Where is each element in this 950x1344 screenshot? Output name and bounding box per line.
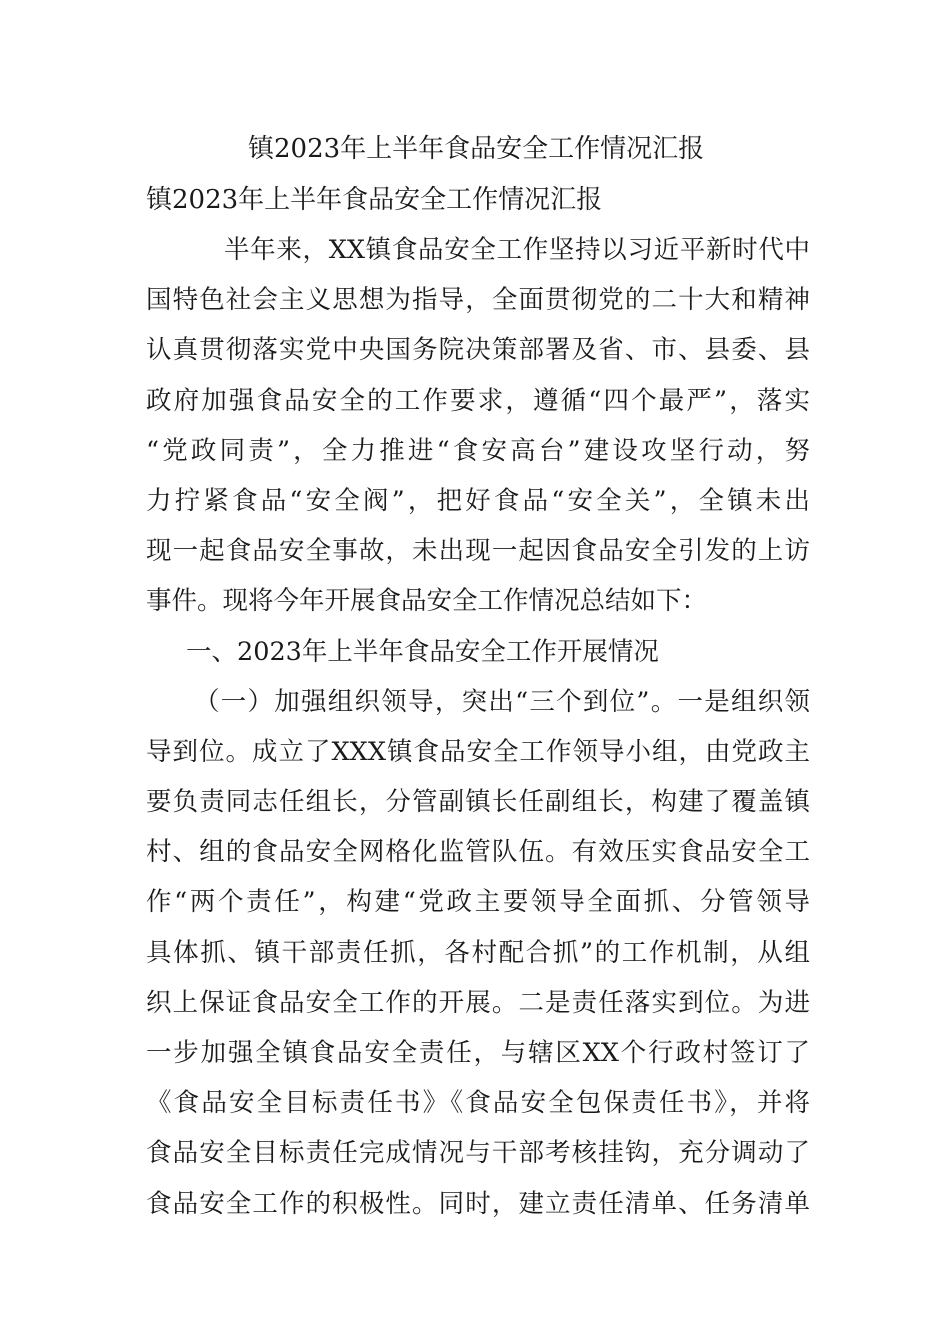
paragraph-line: 食品安全目标责任完成情况与干部考核挂钩，充分调动了: [146, 1138, 810, 1169]
paragraph-line: （一）加强组织领导，突出“三个到位”。一是组织领: [194, 686, 810, 717]
section-heading: 一、2023年上半年食品安全工作开展情况: [186, 636, 659, 667]
paragraph-line: “党政同责”，全力推进“食安高台”建设攻坚行动，努: [146, 435, 810, 466]
paragraph-line: 力拧紧食品“安全阀”，把好食品“安全关”，全镇未出: [146, 485, 810, 516]
paragraph-line: 具体抓、镇干部责任抓，各村配合抓”的工作机制，从组: [146, 937, 810, 968]
document-body: [146, 228, 810, 1232]
paragraph-line: 村、组的食品安全网格化监管队伍。有效压实食品安全工: [146, 837, 810, 868]
document-title: 镇2023年上半年食品安全工作情况汇报: [248, 134, 705, 164]
paragraph-line: 要负责同志任组长，分管副镇长任副组长，构建了覆盖镇: [146, 787, 810, 818]
paragraph-line: 食品安全工作的积极性。同时，建立责任清单、任务清单: [146, 1188, 810, 1219]
paragraph-line: 导到位。成立了XXX镇食品安全工作领导小组，由党政主: [146, 736, 810, 767]
paragraph-line: 事件。现将今年开展食品安全工作情况总结如下：: [146, 586, 708, 617]
paragraph-line: 《食品安全目标责任书》《食品安全包保责任书》，并将: [146, 1088, 810, 1119]
paragraph-line: 政府加强食品安全的工作要求，遵循“四个最严”，落实: [146, 385, 810, 416]
paragraph-line: 认真贯彻落实党中央国务院决策部署及省、市、县委、县: [146, 335, 810, 366]
paragraph-line: 半年来，XX镇食品安全工作坚持以习近平新时代中: [224, 235, 810, 265]
paragraph-line: 一步加强全镇食品安全责任，与辖区XX个行政村签订了: [146, 1038, 810, 1068]
paragraph-line: 现一起食品安全事故，未出现一起因食品安全引发的上访: [146, 536, 810, 567]
paragraph-line: 织上保证食品安全工作的开展。二是责任落实到位。为进: [146, 987, 810, 1018]
paragraph-line: 国特色社会主义思想为指导，全面贯彻党的二十大和精神: [146, 285, 810, 316]
document-subtitle: 镇2023年上半年食品安全工作情况汇报: [146, 185, 603, 215]
paragraph-line: 作“两个责任”，构建“党政主要领导全面抓、分管领导: [146, 887, 810, 918]
